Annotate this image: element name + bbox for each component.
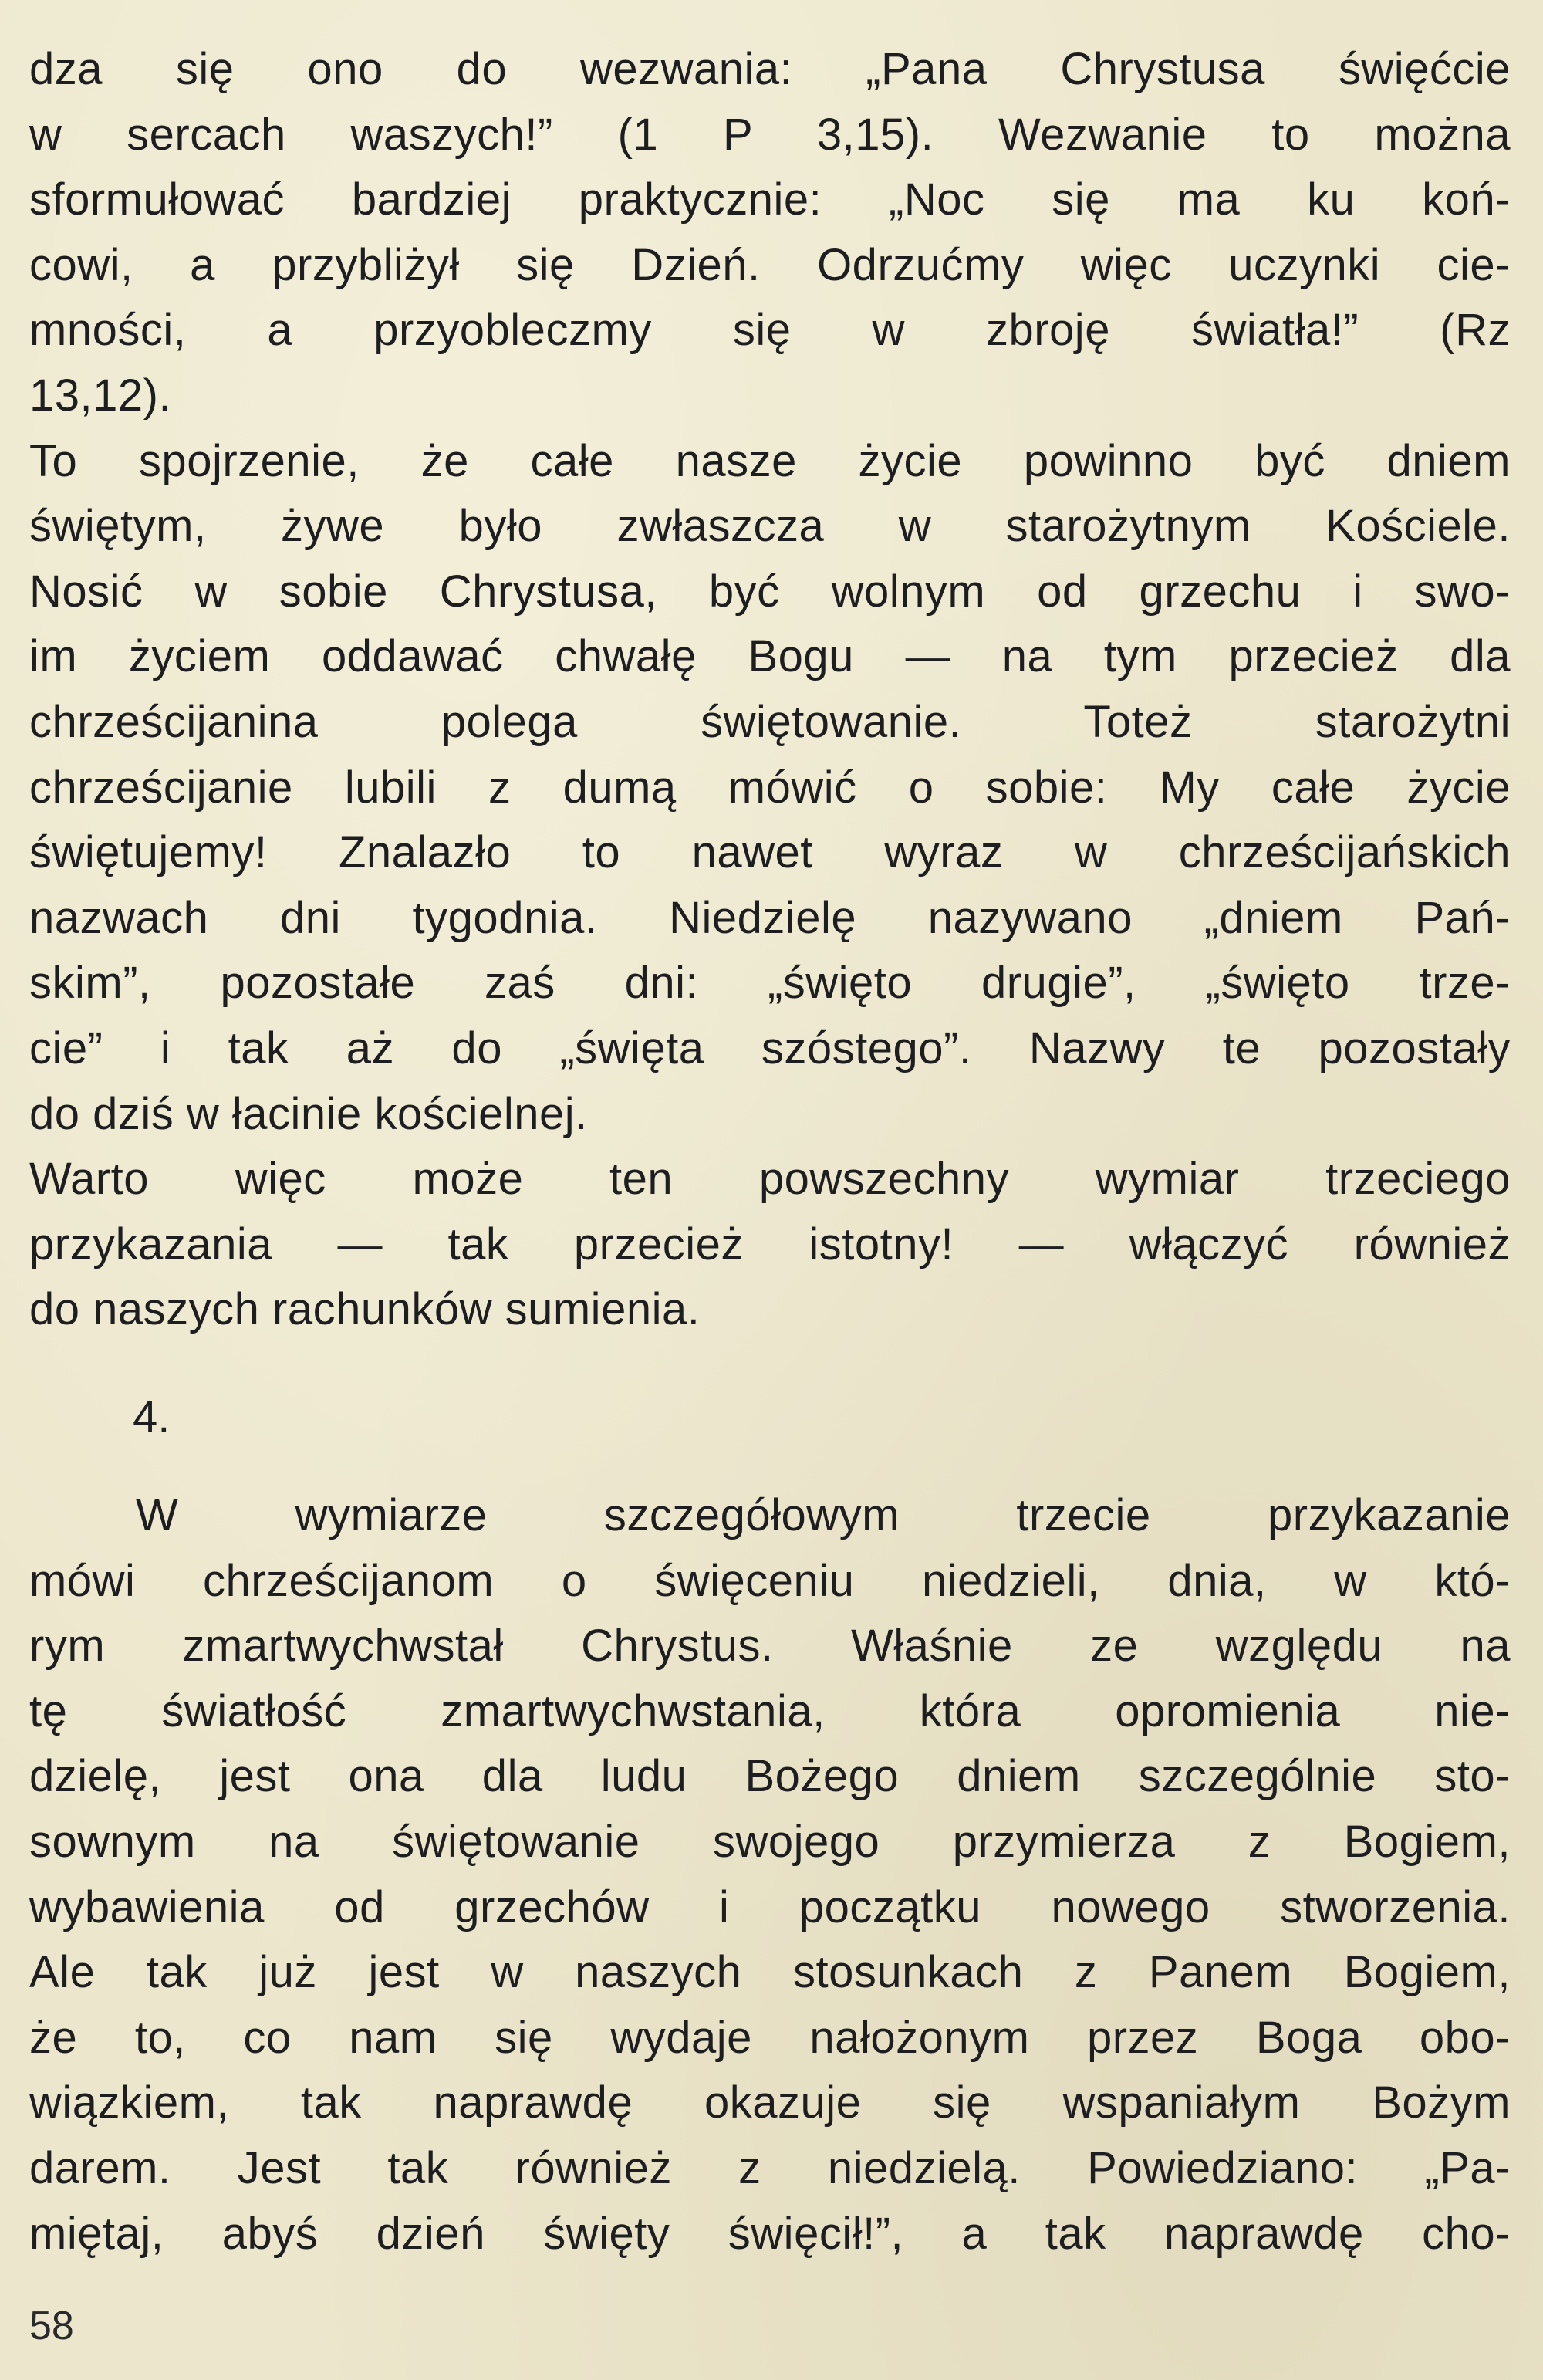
page-number: 58 bbox=[29, 2304, 74, 2348]
text-line: W wymiarze szczegółowym trzecie przykazanie bbox=[136, 1490, 1511, 1540]
section-number: 4. bbox=[133, 1392, 171, 1442]
text-line: 13,12). bbox=[29, 370, 172, 421]
text-line: sformułować bardziej praktycznie: „Noc się ma ku koń- bbox=[29, 174, 1511, 225]
text-line: dza się ono do wezwania: „Pana Chrystusa święćcie bbox=[29, 44, 1511, 94]
text-line: w sercach waszych!” (1 P 3,15). Wezwanie to można bbox=[29, 109, 1511, 160]
text-line: cowi, a przybliżył się Dzień. Odrzućmy więc uczynki cie- bbox=[29, 239, 1511, 290]
text-line: To spojrzenie, że całe nasze życie powinno być dniem bbox=[29, 435, 1511, 486]
text-line: świętujemy! Znalazło to nawet wyraz w chrześcijańskich bbox=[29, 827, 1511, 878]
paragraph bbox=[29, 1147, 1511, 1343]
text-line: chrześcijanie lubili z dumą mówić o sobie: My całe życie bbox=[29, 762, 1511, 813]
text-line: mówi chrześcijanom o święceniu niedzieli, dnia, w któ- bbox=[29, 1555, 1511, 1606]
text-line: cie” i tak aż do „święta szóstego”. Nazwy te pozostały bbox=[29, 1023, 1511, 1073]
text-line: wiązkiem, tak naprawdę okazuje się wspaniałym Bożym bbox=[29, 2077, 1511, 2128]
text-line: nazwach dni tygodnia. Niedzielę nazywano „dniem Pań- bbox=[29, 892, 1511, 943]
text-line: Nosić w sobie Chrystusa, być wolnym od grzechu i swo- bbox=[29, 566, 1511, 617]
text-line: skim”, pozostałe zaś dni: „święto drugie”, „święto trze- bbox=[29, 958, 1511, 1009]
text-line: do naszych rachunków sumienia. bbox=[29, 1284, 701, 1335]
text-body-section-4 bbox=[29, 1483, 1511, 2267]
paragraph bbox=[29, 37, 1511, 429]
text-line: dzielę, jest ona dla ludu Bożego dniem szczególnie sto- bbox=[29, 1751, 1511, 1802]
text-line: rym zmartwychwstał Chrystus. Właśnie ze względu na bbox=[29, 1621, 1511, 1672]
text-line: tę światłość zmartwychwstania, która opromienia nie- bbox=[29, 1685, 1511, 1736]
text-line: darem. Jest tak również z niedzielą. Powiedziano: „Pa- bbox=[29, 2142, 1511, 2193]
text-line: świętym, żywe było zwłaszcza w starożytnym Kościele. bbox=[29, 501, 1511, 552]
text-line: sownym na świętowanie swojego przymierza z Bogiem, bbox=[29, 1816, 1511, 1867]
text-line: miętaj, abyś dzień święty święcił!”, a tak naprawdę cho- bbox=[29, 2208, 1511, 2259]
text-line: Warto więc może ten powszechny wymiar trzeciego bbox=[29, 1154, 1511, 1205]
paragraph bbox=[29, 429, 1511, 1148]
text-line: im życiem oddawać chwałę Bogu — na tym przecież dla bbox=[29, 631, 1511, 682]
text-body-top bbox=[29, 37, 1511, 1343]
text-line: mności, a przyobleczmy się w zbroję światła!” (Rz bbox=[29, 305, 1511, 356]
text-line: wybawienia od grzechów i początku nowego stworzenia. bbox=[29, 1881, 1511, 1932]
paragraph bbox=[29, 1483, 1511, 2267]
text-line: że to, co nam się wydaje nałożonym przez Boga obo- bbox=[29, 2012, 1511, 2063]
text-line: chrześcijanina polega świętowanie. Toteż starożytni bbox=[29, 696, 1511, 747]
text-line: przykazania — tak przecież istotny! — włączyć również bbox=[29, 1219, 1511, 1269]
text-line: do dziś w łacinie kościelnej. bbox=[29, 1088, 588, 1139]
text-line: Ale tak już jest w naszych stosunkach z Panem Bogiem, bbox=[29, 1947, 1511, 1998]
